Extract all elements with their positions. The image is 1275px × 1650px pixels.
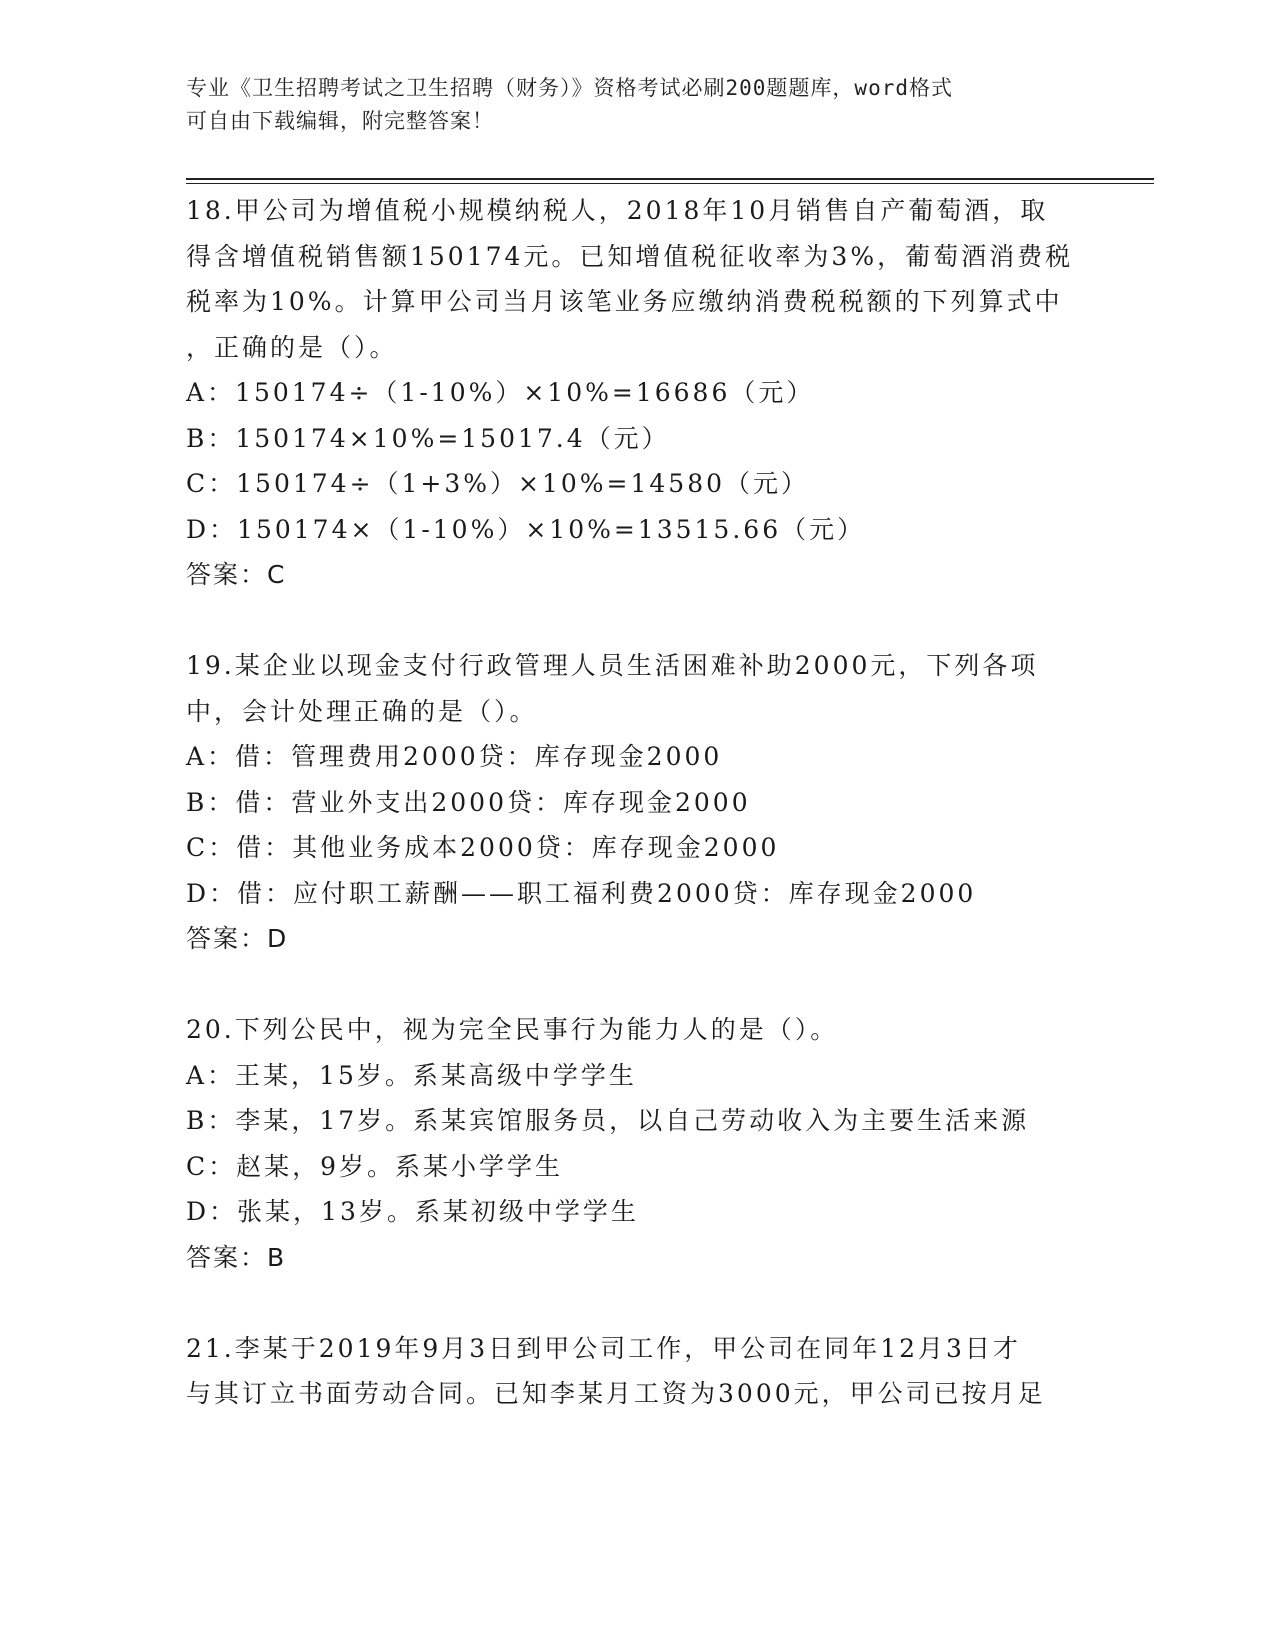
option-a: A：王某，15岁。系某高级中学学生 <box>186 1060 637 1090</box>
option-a: A：借：管理费用2000贷：库存现金2000 <box>186 742 723 771</box>
question-text-line: 18.甲公司为增值税小规模纳税人，2018年10月销售自产葡萄酒，取 <box>186 196 1049 225</box>
option-c: C：赵某，9岁。系某小学学生 <box>186 1151 564 1181</box>
question-text-line: ，正确的是（）。 <box>186 332 398 362</box>
header-divider <box>186 178 1154 180</box>
answer-20: 答案：B <box>186 1242 287 1272</box>
question-21 <box>186 1326 1086 1417</box>
answer-19: 答案：D <box>186 924 289 953</box>
document-header <box>186 72 1066 138</box>
option-b: B：150174×10%=15017.4（元） <box>186 423 670 453</box>
header-line-1: 专业《卫生招聘考试之卫生招聘（财务）》资格考试必刷200题题库，word格式 <box>186 76 953 100</box>
question-19 <box>186 643 1086 916</box>
question-text-line: 20.下列公民中，视为完全民事行为能力人的是（）。 <box>186 1015 839 1044</box>
question-text-line: 19.某企业以现金支付行政管理人员生活困难补助2000元，下列各项 <box>186 651 1039 680</box>
question-list <box>186 188 1086 1417</box>
option-b: B：借：营业外支出2000贷：库存现金2000 <box>186 787 751 817</box>
option-b: B：李某，17岁。系某宾馆服务员，以自己劳动收入为主要生活来源 <box>186 1106 1030 1135</box>
question-text-line: 税率为10%。计算甲公司当月该笔业务应缴纳消费税税额的下列算式中 <box>186 287 1063 316</box>
question-text-line: 与其订立书面劳动合同。已知李某月工资为3000元，甲公司已按月足 <box>186 1379 1046 1408</box>
option-d: D：150174×（1-10%）×10%=13515.66（元） <box>186 514 866 544</box>
header-divider-thin <box>186 183 1154 184</box>
option-c: C：150174÷（1+3%）×10%=14580（元） <box>186 469 810 498</box>
question-text-line: 21.李某于2019年9月3日到甲公司工作，甲公司在同年12月3日才 <box>186 1333 1021 1363</box>
spacer <box>186 598 1086 644</box>
question-text-line: 得含增值税销售额150174元。已知增值税征收率为3%，葡萄酒消费税 <box>186 241 1074 271</box>
spacer <box>186 962 1086 1008</box>
question-20 <box>186 1007 1086 1235</box>
question-18 <box>186 188 1086 552</box>
option-d: D：借：应付职工薪酬——职工福利费2000贷：库存现金2000 <box>186 878 977 908</box>
option-d: D：张某，13岁。系某初级中学学生 <box>186 1197 639 1226</box>
option-c: C：借：其他业务成本2000贷：库存现金2000 <box>186 833 780 862</box>
option-a: A：150174÷（1-10%）×10%=16686（元） <box>186 378 815 407</box>
answer-18: 答案：C <box>186 560 287 589</box>
header-line-2: 可自由下载编辑，附完整答案！ <box>186 109 494 133</box>
spacer <box>186 1280 1086 1326</box>
question-text-line: 中，会计处理正确的是（）。 <box>186 696 538 726</box>
